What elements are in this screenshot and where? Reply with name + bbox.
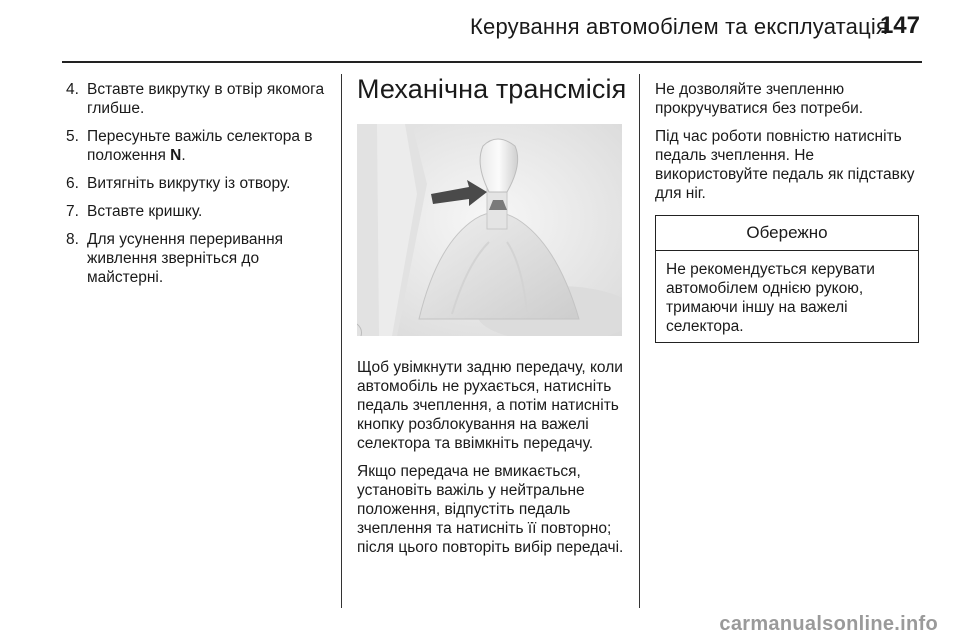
list-item: [66, 174, 332, 193]
step-text: Вставте кришку.: [87, 203, 203, 220]
left-column: [66, 80, 332, 296]
step-text: Пересуньте важіль селектора в положення: [87, 128, 313, 164]
paragraph-clutch-usage: Під час роботи повністю натисніть педаль зчеплення. Не використовуйте педаль як підставку для ніг.: [655, 128, 915, 202]
page-number: 147: [879, 12, 920, 39]
list-item: [66, 80, 332, 118]
gear-lever-image: [357, 124, 622, 336]
step-number: 6.: [66, 175, 79, 192]
step-number: 4.: [66, 81, 79, 98]
paragraph-reverse-gear: Щоб увімкнути задню передачу, коли автомобіль не рухається, натисніть педаль зчеплення, а потім натисніть кнопку розблокування на важелі селектора та ввімкніть передачу.: [357, 359, 623, 452]
paragraph-clutch-slip: Не дозволяйте зчепленню прокручуватися без потреби.: [655, 81, 864, 117]
steps-list: [66, 80, 332, 287]
paragraph-gear-not-engaging: Якщо передача не вмикається, установіть важіль у нейтральне положення, відпустіть педаль зчеплення та натисніть її повторно; після цього повторіть вибір передачі.: [357, 463, 624, 556]
step-number: 7.: [66, 203, 79, 220]
step-number: 8.: [66, 231, 79, 248]
list-item: [66, 230, 332, 287]
gear-lever-illustration: [357, 124, 622, 336]
header-rule: [62, 61, 922, 63]
step-number: 5.: [66, 128, 79, 145]
page-header-title: Керування автомобілем та експлуатація: [470, 14, 889, 39]
list-item: [66, 202, 332, 221]
step-text: Вставте викрутку в отвір якомога глибше.: [87, 81, 325, 117]
right-column: [655, 80, 923, 343]
section-heading: Механічна трансмісія: [357, 74, 627, 104]
step-text: Витягніть викрутку із отвору.: [87, 175, 291, 192]
step-text: Для усунення переривання живлення зверніться до майстерні.: [87, 231, 284, 286]
caution-box: [655, 215, 919, 343]
caution-title: Обережно: [656, 216, 918, 251]
step-text-tail: .: [181, 147, 186, 164]
middle-column: [357, 72, 629, 566]
watermark: carmanualsonline.info: [719, 613, 938, 635]
column-divider-right: [639, 74, 640, 608]
column-divider-left: [341, 74, 342, 608]
caution-body: Не рекомендується керувати автомобілем однією рукою, тримаючи іншу на важелі селектора.: [666, 261, 875, 335]
list-item: [66, 127, 332, 165]
selector-position: N: [170, 147, 182, 164]
